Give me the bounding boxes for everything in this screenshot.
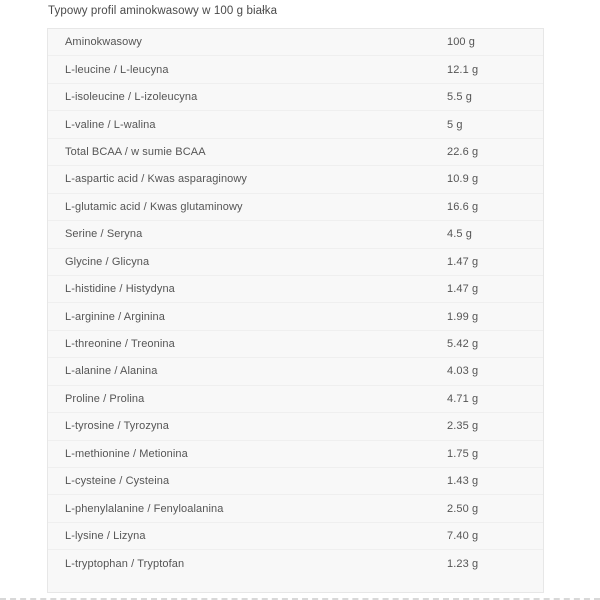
amino-acid-name: L-aspartic acid / Kwas asparaginowy	[65, 173, 248, 186]
amino-acid-name: L-tyrosine / Tyrozyna	[65, 420, 169, 433]
table-row	[48, 56, 543, 83]
amino-acid-name: Aminokwasowy	[65, 36, 143, 49]
amino-acid-amount: 4.03 g	[447, 365, 479, 378]
amino-acid-name: L-lysine / Lizyna	[65, 530, 146, 543]
table-row	[48, 29, 543, 56]
amino-acid-amount: 4.71 g	[447, 392, 479, 405]
table-row	[48, 413, 543, 440]
amino-profile-table	[47, 28, 544, 593]
amino-acid-amount: 4.5 g	[447, 228, 472, 241]
table-row	[48, 139, 543, 166]
amino-acid-amount: 5.5 g	[447, 91, 472, 104]
amino-acid-amount: 7.40 g	[447, 530, 479, 543]
amino-acid-amount: 1.47 g	[447, 283, 479, 296]
amino-acid-amount: 1.99 g	[447, 310, 479, 323]
amino-acid-amount: 22.6 g	[447, 145, 479, 158]
table-row	[48, 276, 543, 303]
amino-acid-amount: 1.43 g	[447, 475, 479, 488]
table-row	[48, 84, 543, 111]
table-row	[48, 194, 543, 221]
amino-acid-name: L-alanine / Alanina	[65, 365, 158, 378]
amino-acid-name: Glycine / Glicyna	[65, 255, 150, 268]
amino-acid-amount: 2.50 g	[447, 502, 479, 515]
amino-acid-name: L-methionine / Metionina	[65, 447, 188, 460]
amino-acid-amount: 12.1 g	[447, 63, 479, 76]
table-row	[48, 495, 543, 522]
amino-acid-amount: 1.23 g	[447, 558, 479, 571]
amino-acid-amount: 16.6 g	[447, 200, 479, 213]
amino-acid-name: L-cysteine / Cysteina	[65, 475, 170, 488]
table-row	[48, 358, 543, 385]
amino-acid-name: L-tryptophan / Tryptofan	[65, 558, 185, 571]
amino-acid-name: Total BCAA / w sumie BCAA	[65, 145, 206, 158]
table-row	[48, 468, 543, 495]
amino-acid-name: L-histidine / Histydyna	[65, 283, 175, 296]
amino-acid-amount: 100 g	[447, 36, 476, 49]
amino-acid-name: L-phenylalanine / Fenyloalanina	[65, 502, 224, 515]
table-row	[48, 249, 543, 276]
amino-profile-title: Typowy profil aminokwasowy w 100 g białka	[48, 5, 278, 17]
amino-acid-name: L-isoleucine / L-izoleucyna	[65, 91, 198, 104]
amino-acid-amount: 5.42 g	[447, 338, 479, 351]
amino-acid-name: L-valine / L-walina	[65, 118, 156, 131]
amino-acid-amount: 5 g	[447, 118, 463, 131]
table-row	[48, 386, 543, 413]
amino-acid-amount: 1.47 g	[447, 255, 479, 268]
table-row	[48, 550, 543, 577]
table-row	[48, 166, 543, 193]
amino-acid-amount: 10.9 g	[447, 173, 479, 186]
table-row	[48, 221, 543, 248]
amino-acid-name: L-threonine / Treonina	[65, 338, 175, 351]
table-row	[48, 523, 543, 550]
amino-acid-name: Serine / Seryna	[65, 228, 143, 241]
amino-acid-name: L-leucine / L-leucyna	[65, 63, 169, 76]
table-row	[48, 331, 543, 358]
amino-acid-name: Proline / Prolina	[65, 392, 145, 405]
amino-acid-name: L-arginine / Arginina	[65, 310, 165, 323]
table-row	[48, 111, 543, 138]
amino-acid-name: L-glutamic acid / Kwas glutaminowy	[65, 200, 243, 213]
table-row	[48, 303, 543, 330]
amino-acid-amount: 1.75 g	[447, 447, 479, 460]
amino-acid-amount: 2.35 g	[447, 420, 479, 433]
table-row	[48, 441, 543, 468]
